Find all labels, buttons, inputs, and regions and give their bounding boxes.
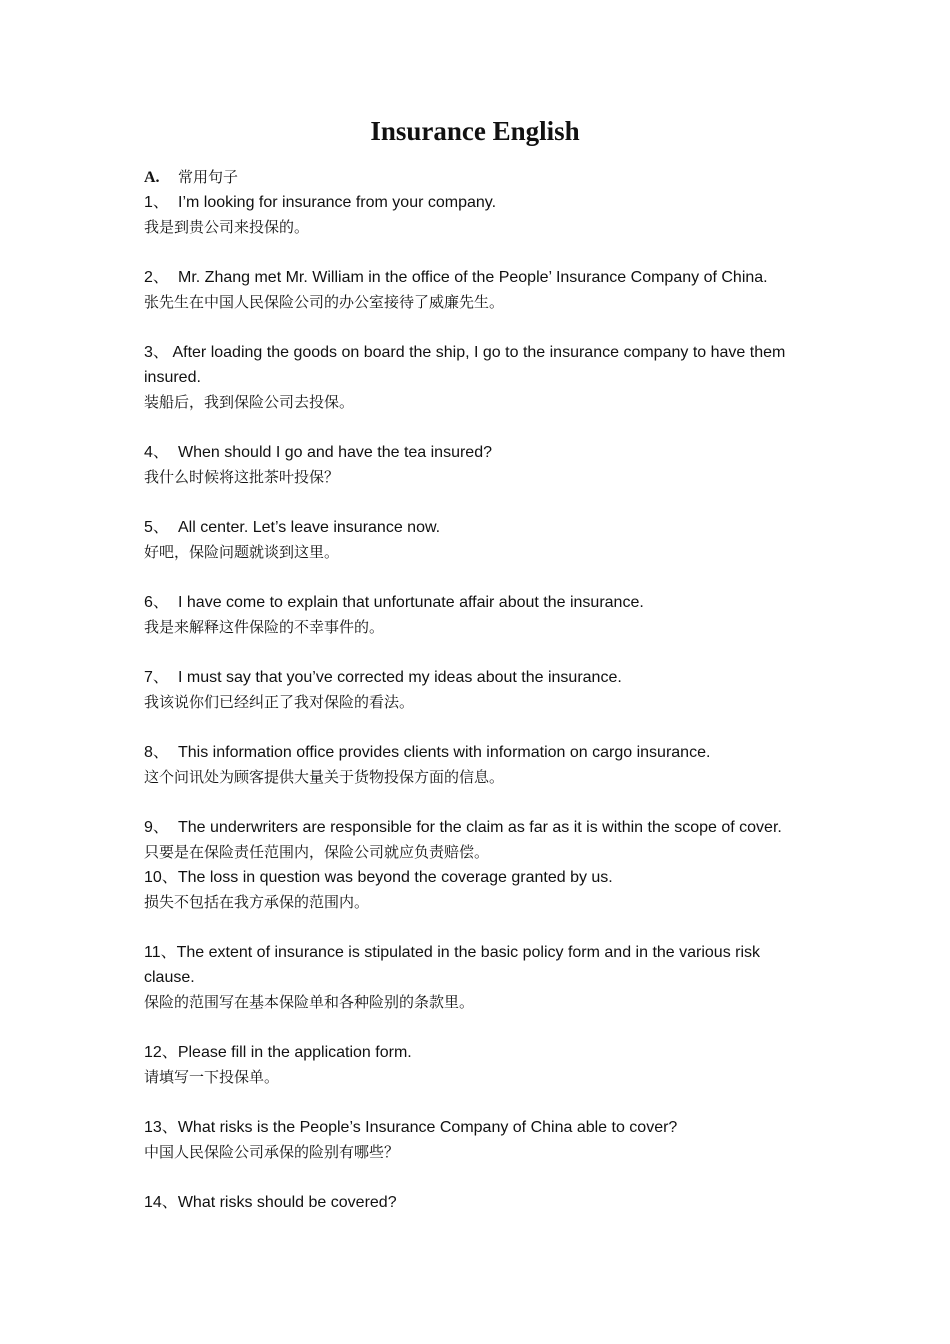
sentence-english-text: All center. Let’s leave insurance now. [178,519,441,536]
section-letter: A. [144,169,160,186]
sentence-english-text: I have come to explain that unfortunate affair about the insurance. [178,594,644,611]
sentence-number: 5、 [144,519,169,536]
sentence-chinese: 我该说你们已经纠正了我对保险的看法。 [144,693,415,711]
sentence-chinese: 装船后，我到保险公司去投保。 [144,393,355,411]
sentence-number: 1、 [144,194,169,211]
sentence-number: 11、 [144,944,177,961]
sentence-english-text: I’m looking for insurance from your company. [178,194,497,211]
sentence-chinese: 好吧，保险问题就谈到这里。 [144,543,340,561]
sentence-english-text: What risks should be covered? [177,1194,397,1211]
sentence-chinese: 张先生在中国人民保险公司的办公室接待了威廉先生。 [144,293,505,311]
section-heading [144,165,812,190]
sentence-english [144,340,812,390]
sentence-number: 14、 [144,1194,178,1211]
sentence-item [144,740,812,790]
sentence-chinese: 只要是在保险责任范围内，保险公司就应负责赔偿。 [144,843,490,861]
sentence-item [144,590,812,640]
sentence-english [144,265,812,290]
sentence-item [144,1115,812,1165]
sentence-item [144,665,812,715]
sentence-chinese: 损失不包括在我方承保的范围内。 [144,893,370,911]
sentence-item [144,190,812,240]
sentence-english [144,190,812,215]
sentence-chinese: 我是到贵公司来投保的。 [144,218,310,236]
sentence-item [144,865,812,915]
sentence-chinese: 这个问讯处为顾客提供大量关于货物投保方面的信息。 [144,768,505,786]
sentence-item [144,1190,812,1215]
sentence-english [144,590,812,615]
sentence-english-text: The underwriters are responsible for the claim as far as it is within the scope of cover. [178,819,782,836]
sentence-english [144,1115,812,1140]
sentence-item [144,815,812,865]
sentence-english [144,865,812,890]
document-title: Insurance English [370,116,580,146]
sentence-english [144,940,812,990]
sentence-number: 7、 [144,669,169,686]
sentence-chinese: 请填写一下投保单。 [144,1068,280,1086]
sentence-item [144,515,812,565]
sentence-number: 8、 [144,744,169,761]
sentence-number: 3、 [144,344,169,361]
sentence-item [144,940,812,1015]
sentence-english-text: After loading the goods on board the ship, I go to the insurance company to have them insured. [144,344,786,386]
sentence-chinese: 我是来解释这件保险的不幸事件的。 [144,618,385,636]
sentence-english [144,1190,812,1215]
sentence-english-text: This information office provides clients with information on cargo insurance. [178,744,711,761]
sentence-item [144,440,812,490]
sentence-number: 6、 [144,594,169,611]
sentence-english-text: The extent of insurance is stipulated in the basic policy form and in the various risk clause. [144,944,761,986]
sentence-english-text: What risks is the People’s Insurance Company of China able to cover? [177,1119,678,1136]
sentence-item [144,1040,812,1090]
sentence-english [144,515,812,540]
sentence-english-text: I must say that you’ve corrected my ideas about the insurance. [178,669,622,686]
sentence-chinese: 保险的范围写在基本保险单和各种险别的条款里。 [144,993,475,1011]
sentence-number: 9、 [144,819,169,836]
sentence-english-text: Please fill in the application form. [177,1044,412,1061]
sentence-english [144,740,812,765]
sentence-item [144,265,812,315]
sentence-number: 12、 [144,1044,178,1061]
sentence-english-text: When should I go and have the tea insured? [178,444,492,461]
sentence-english-text: The loss in question was beyond the coverage granted by us. [177,869,613,886]
sentence-item [144,340,812,415]
section-title: 常用句子 [178,168,239,186]
sentence-number: 4、 [144,444,169,461]
document-body [144,165,812,1215]
sentence-number: 2、 [144,269,169,286]
sentence-english [144,665,812,690]
sentence-english [144,440,812,465]
sentence-chinese: 中国人民保险公司承保的险别有哪些？ [144,1143,400,1161]
sentence-chinese: 我什么时候将这批茶叶投保？ [144,468,340,486]
sentence-english-text: Mr. Zhang met Mr. William in the office of the People’ Insurance Company of China. [178,269,768,286]
sentence-number: 10、 [144,869,178,886]
sentence-english [144,815,812,840]
sentence-english [144,1040,812,1065]
sentence-number: 13、 [144,1119,178,1136]
